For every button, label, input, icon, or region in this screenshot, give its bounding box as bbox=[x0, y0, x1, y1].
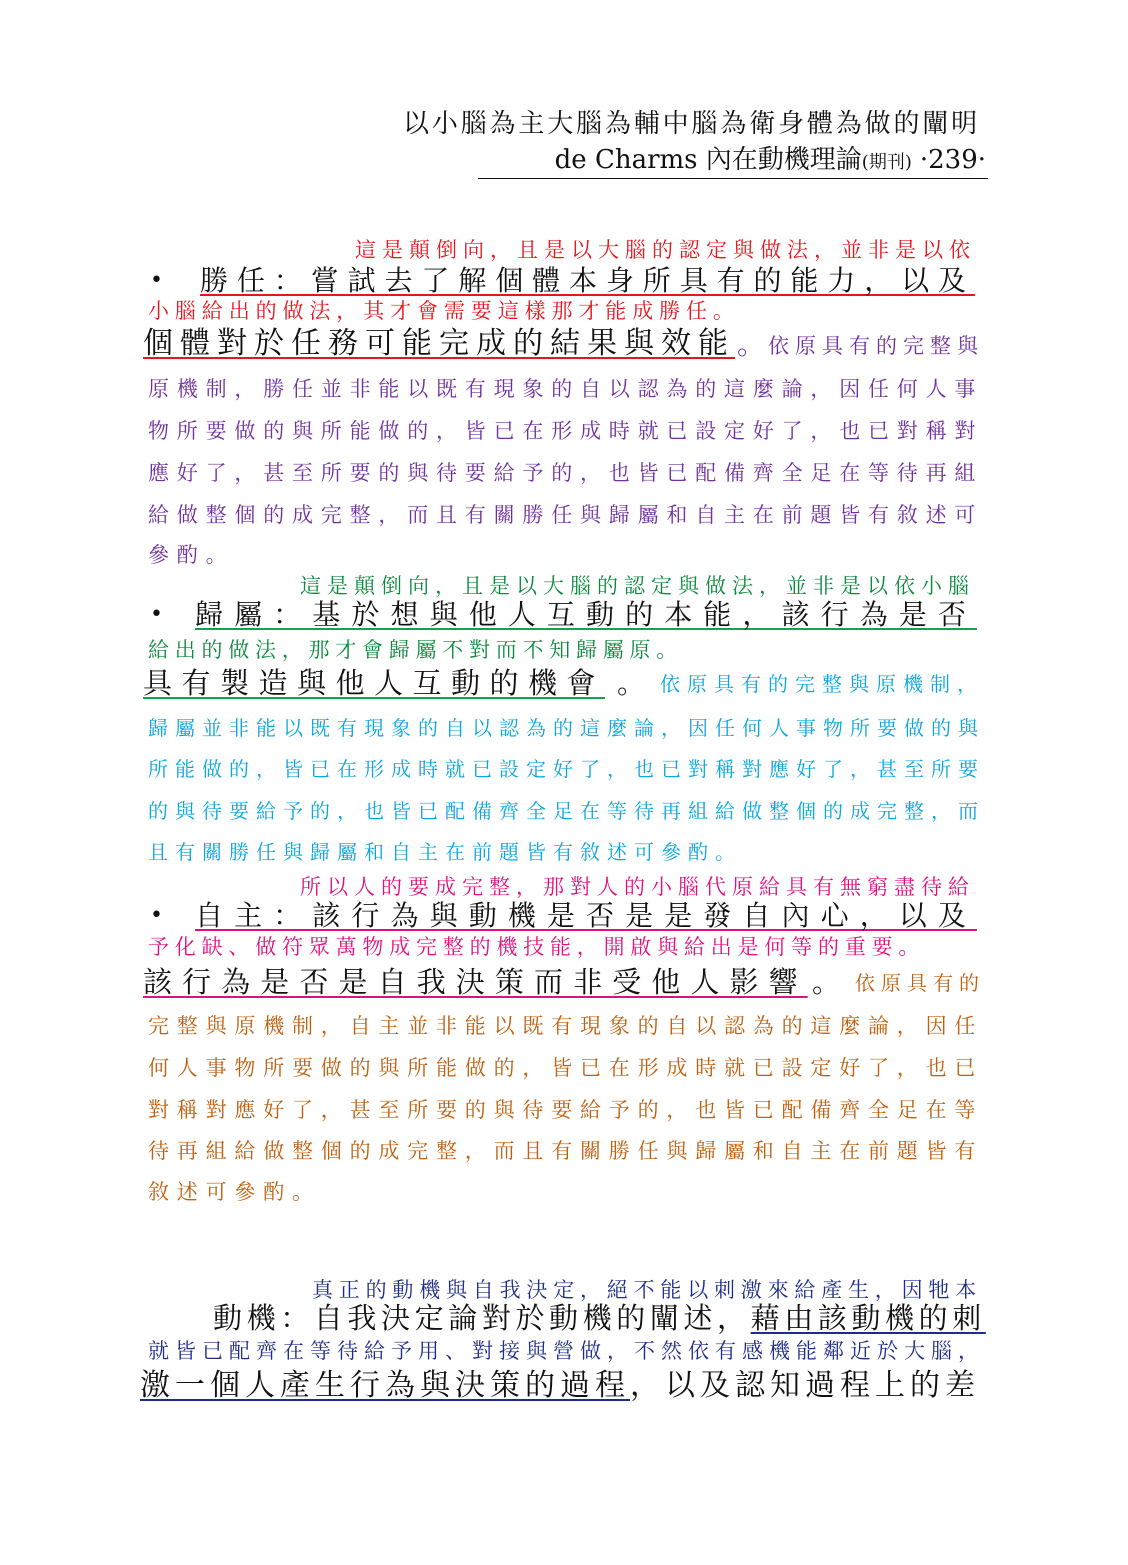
note-relatedness-line: 所能做的，皆已在形成時就已設定好了，也已對稱對應好了，甚至所要 bbox=[148, 757, 985, 781]
note-autonomy-line: 對稱對應好了，甚至所要的與待要給予的，也皆已配備齊全足在等 bbox=[148, 1098, 984, 1122]
annotation-relatedness-top: 這是顛倒向，且是以大腦的認定與做法，並非是以依小腦 bbox=[300, 574, 975, 598]
term-competence-text-1: 勝任：嘗試去了解個體本身所具有的能力，以及 bbox=[200, 264, 975, 297]
motivation-line-2 bbox=[140, 1368, 980, 1403]
note-competence-line: 參酌。 bbox=[148, 543, 235, 567]
running-title: 以小腦為主大腦為輔中腦為衛身體為做的闡明 bbox=[403, 109, 981, 139]
note-autonomy-line: 待再組給做整個的成完整，而且有關勝任與歸屬和自主在前題皆有 bbox=[148, 1139, 984, 1163]
note-autonomy-lead: 依原具有的 bbox=[855, 971, 985, 995]
running-subtitle bbox=[555, 147, 986, 173]
term-relatedness-line-1 bbox=[195, 598, 978, 631]
annotation-autonomy-mid: 予化缺、做符眾萬物成完整的機技能，開啟與給出是何等的重要。 bbox=[148, 935, 926, 959]
term-autonomy-period: 。 bbox=[812, 966, 841, 999]
journal-tag: (期刊) bbox=[861, 152, 912, 173]
note-autonomy-line: 完整與原機制，自主並非能以既有現象的自以認為的這麼論，因任 bbox=[148, 1014, 984, 1038]
bullet-competence: • bbox=[150, 268, 163, 293]
page-number: ·239· bbox=[919, 145, 986, 175]
motivation-line-1-plain: 動機：自我決定論對於動機的闡述， bbox=[213, 1301, 751, 1335]
note-competence-lead: 依原具有的完整與 bbox=[768, 334, 984, 358]
note-competence-line: 原機制，勝任並非能以既有現象的自以認為的這麼論，因任何人事 bbox=[148, 377, 984, 401]
term-autonomy-line-2 bbox=[143, 965, 808, 999]
annotation-competence-mid: 小腦給出的做法，其才會需要這樣那才能成勝任。 bbox=[148, 299, 740, 323]
note-competence-line: 應好了，甚至所要的與待要給予的，也皆已配備齊全足在等待再組 bbox=[148, 461, 984, 485]
note-relatedness-lead: 依原具有的完整與原機制， bbox=[660, 672, 984, 696]
term-relatedness-period: 。 bbox=[617, 667, 646, 700]
note-autonomy-line: 敘述可參酌。 bbox=[148, 1180, 321, 1204]
term-relatedness-text-1: 歸屬：基於想與他人互動的本能，該行為是否 bbox=[195, 598, 978, 631]
bullet-relatedness: • bbox=[150, 602, 163, 627]
annotation-motivation-mid: 就皆已配齊在等待給予用、對接與營做，不然依有感機能鄰近於大腦， bbox=[148, 1339, 985, 1363]
term-competence-period: 。 bbox=[737, 328, 766, 361]
annotation-relatedness-mid: 給出的做法，那才會歸屬不對而不知歸屬原。 bbox=[148, 638, 683, 662]
motivation-line-1-underlined: 藉由該動機的刺 bbox=[750, 1301, 986, 1335]
motivation-line-2-plain: ，以及認知過程上的差 bbox=[630, 1368, 980, 1403]
term-autonomy-text-1: 自主：該行為與動機是否是是發自內心，以及 bbox=[195, 899, 978, 932]
bullet-autonomy: • bbox=[150, 903, 163, 928]
note-relatedness-line: 的與待要給予的，也皆已配備齊全足在等待再組給做整個的成完整，而 bbox=[148, 799, 985, 823]
note-relatedness-line: 且有關勝任與歸屬和自主在前題皆有敘述可參酌。 bbox=[148, 840, 742, 864]
note-competence-line: 給做整個的成完整，而且有關勝任與歸屬和自主在前題皆有敘述可 bbox=[148, 503, 984, 527]
motivation-line-2-underlined: 激一個人產生行為與決策的過程 bbox=[140, 1368, 630, 1403]
term-autonomy-text-2: 該行為是否是自我決策而非受他人影響 bbox=[143, 965, 808, 999]
term-competence-line-2 bbox=[143, 326, 735, 361]
note-autonomy-line: 何人事物所要做的與所能做的，皆已在形成時就已設定好了，也已 bbox=[148, 1056, 984, 1080]
journal-name: de Charms 內在動機理論 bbox=[554, 145, 862, 175]
term-autonomy-line-1 bbox=[195, 899, 978, 932]
term-relatedness-text-2: 具有製造與他人互動的機會 bbox=[143, 666, 606, 700]
motivation-line-1 bbox=[213, 1301, 986, 1335]
term-competence-text-2: 個體對於任務可能完成的結果與效能 bbox=[143, 326, 735, 361]
term-relatedness-line-2 bbox=[143, 666, 606, 700]
header-rule bbox=[478, 178, 988, 179]
note-relatedness-line: 歸屬並非能以既有現象的自以認為的這麼論，因任何人事物所要做的與 bbox=[148, 716, 985, 740]
annotation-motivation-top: 真正的動機與自我決定，絕不能以刺激來給產生，因牠本 bbox=[312, 1278, 982, 1302]
annotation-autonomy-top: 所以人的要成完整，那對人的小腦代原給具有無窮盡待給 bbox=[300, 875, 975, 899]
note-competence-line: 物所要做的與所能做的，皆已在形成時就已設定好了，也已對稱對 bbox=[148, 419, 984, 443]
term-competence-line-1 bbox=[200, 264, 975, 297]
annotation-competence-top: 這是顛倒向，且是以大腦的認定與做法，並非是以依 bbox=[355, 238, 976, 262]
